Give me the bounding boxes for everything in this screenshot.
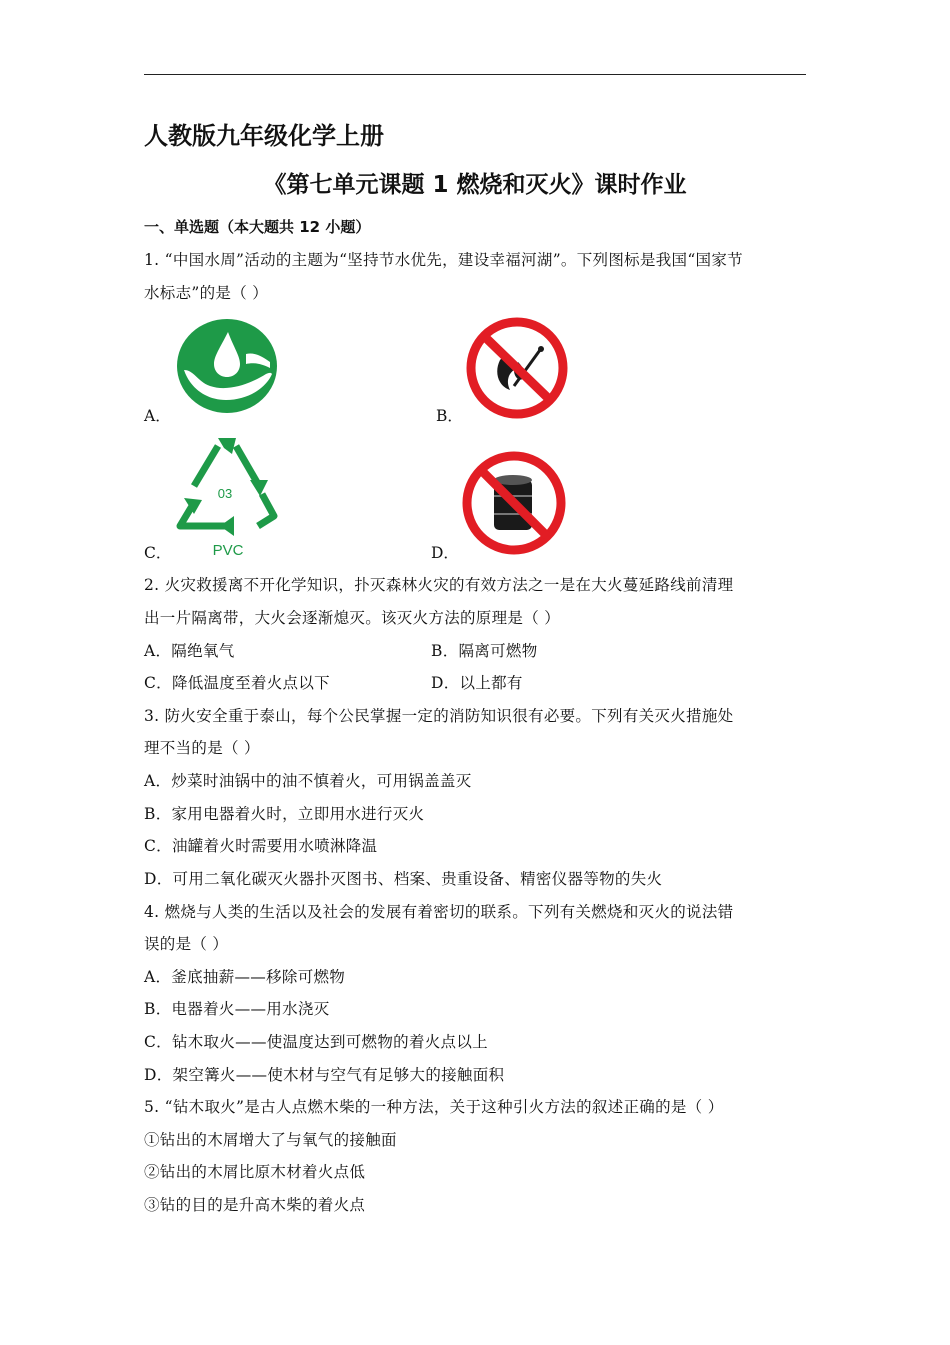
- section-heading: 一、单选题（本大题共 12 小题）: [144, 218, 371, 236]
- q3-stem-line2: 理不当的是（ ）: [144, 739, 260, 757]
- q2-stem-line1: 2. 火灾救援离不开化学知识，扑灭森林火灾的有效方法之一是在大火蔓延路线前清理: [144, 576, 734, 594]
- worksheet-title: 《第七单元课题 1 燃烧和灭火》课时作业: [263, 172, 687, 198]
- q1-option-a-label: A．: [144, 407, 171, 425]
- subject-heading: 人教版九年级化学上册: [144, 122, 384, 150]
- q2-option-a[interactable]: A．隔绝氧气: [144, 642, 235, 660]
- header-rule: [144, 74, 806, 75]
- q3-option-a[interactable]: A．炒菜时油锅中的油不慎着火，可用锅盖盖灭: [144, 772, 472, 790]
- q2-option-b[interactable]: B．隔离可燃物: [431, 642, 538, 660]
- q3-stem-line1: 3. 防火安全重于泰山，每个公民掌握一定的消防知识很有必要。下列有关灭火措施处: [144, 707, 734, 725]
- pvc-code: 03: [217, 486, 233, 501]
- q1-option-d-label: D．: [431, 544, 459, 562]
- q2-option-c[interactable]: C．降低温度至着火点以下: [144, 674, 330, 692]
- q4-stem-line1: 4. 燃烧与人类的生活以及社会的发展有着密切的联系。下列有关燃烧和灭火的说法错: [144, 903, 734, 921]
- q3-option-c[interactable]: C．油罐着火时需要用水喷淋降温: [144, 837, 378, 855]
- q4-option-b[interactable]: B．电器着火——用水浇灭: [144, 1000, 330, 1018]
- q5-statement-2: ②钻出的木屑比原木材着火点低: [144, 1163, 366, 1181]
- no-oil-drum-icon[interactable]: [460, 448, 568, 558]
- q4-stem-line2: 误的是（ ）: [144, 935, 229, 953]
- q4-option-c[interactable]: C．钻木取火——使温度达到可燃物的着火点以上: [144, 1033, 488, 1051]
- pvc-label: PVC: [212, 542, 244, 558]
- q1-option-b-label: B．: [436, 407, 463, 425]
- q3-option-b[interactable]: B．家用电器着火时，立即用水进行灭火: [144, 805, 425, 823]
- q3-option-d[interactable]: D．可用二氧化碳灭火器扑灭图书、档案、贵重设备、精密仪器等物的失火: [144, 870, 663, 888]
- pvc-recycling-icon[interactable]: [174, 436, 280, 558]
- q1-stem-line1: 1. “中国水周”活动的主题为“坚持节水优先，建设幸福河湖”。下列图标是我国“国家节: [144, 251, 743, 269]
- q4-option-d[interactable]: D．架空篝火——使木材与空气有足够大的接触面积: [144, 1066, 505, 1084]
- q2-option-d[interactable]: D．以上都有: [431, 674, 523, 692]
- q2-stem-line2: 出一片隔离带，大火会逐渐熄灭。该灭火方法的原理是（ ）: [144, 609, 561, 627]
- q5-statement-3: ③钻的目的是升高木柴的着火点: [144, 1196, 366, 1214]
- q5-statement-1: ①钻出的木屑增大了与氧气的接触面: [144, 1131, 397, 1149]
- water-saving-logo-icon[interactable]: [176, 318, 278, 414]
- no-open-flame-icon[interactable]: [464, 316, 570, 420]
- q1-stem-line2: 水标志”的是（ ）: [144, 284, 269, 302]
- q5-stem-line1: 5. “钻木取火”是古人点燃木柴的一种方法，关于这种引火方法的叙述正确的是（ ）: [144, 1098, 724, 1116]
- q4-option-a[interactable]: A．釜底抽薪——移除可燃物: [144, 968, 346, 986]
- q1-option-c-label: C．: [144, 544, 172, 562]
